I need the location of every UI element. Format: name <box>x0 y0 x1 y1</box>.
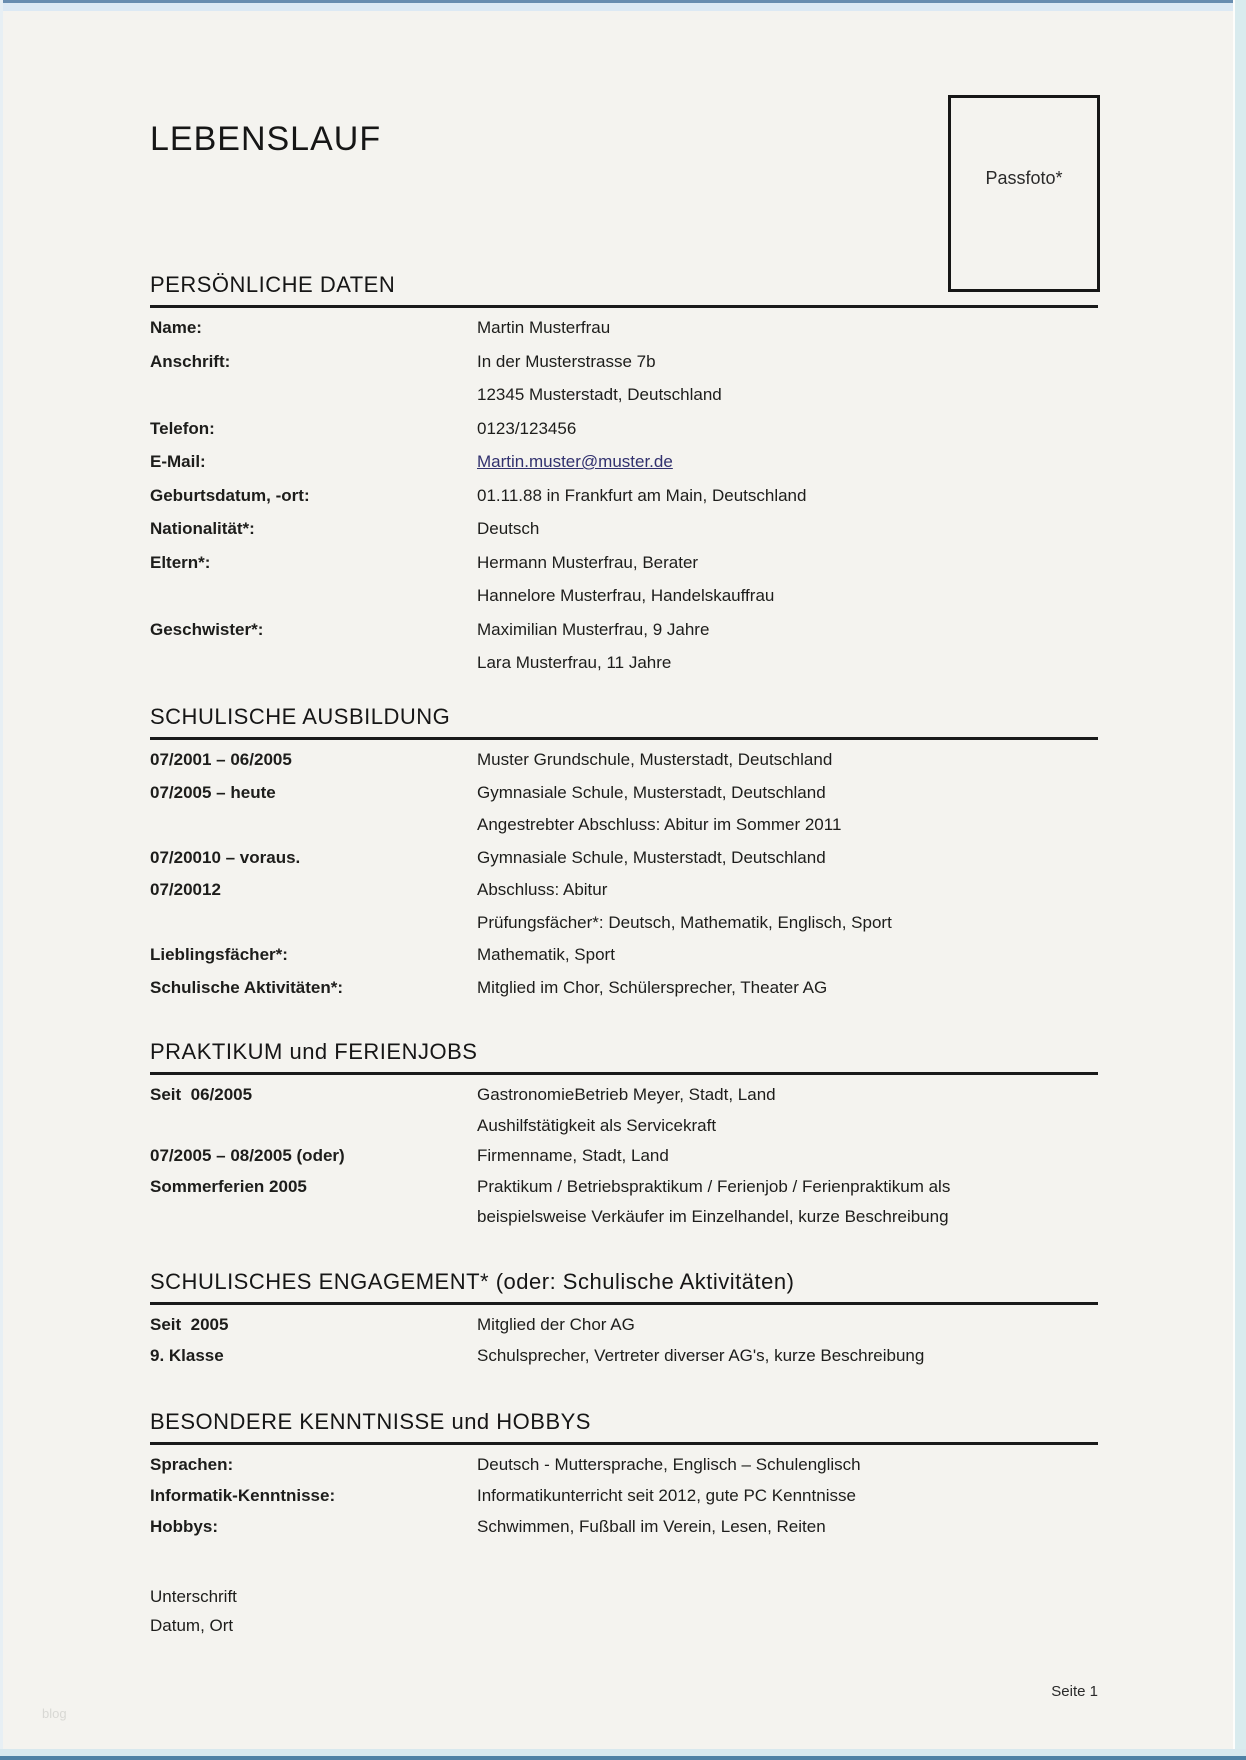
section-heading: SCHULISCHE AUSBILDUNG <box>150 704 451 729</box>
field-label: Anschrift: <box>150 351 231 371</box>
table-row <box>150 880 1098 913</box>
table-row <box>150 1517 1098 1548</box>
signature-block <box>150 1582 237 1640</box>
field-label: Sommerferien 2005 <box>150 1176 307 1196</box>
field-label: Name: <box>150 318 202 337</box>
table-row <box>150 1146 1098 1177</box>
field-value: Deutsch <box>477 519 540 538</box>
section-schulische-ausbildung <box>150 705 1098 1010</box>
section-rows <box>150 1315 1098 1377</box>
field-label: 07/20012 <box>150 880 221 899</box>
field-label: 9. Klasse <box>150 1346 224 1365</box>
table-row <box>150 519 1098 553</box>
field-value: Deutsch - Muttersprache, Englisch – Schulenglisch <box>477 1455 861 1474</box>
section-praktikum-ferienjobs <box>150 1040 1098 1238</box>
section-rows <box>150 318 1098 687</box>
document-title: LEBENSLAUF <box>150 120 382 158</box>
table-row <box>150 419 1098 453</box>
field-label: Informatik-Kenntnisse: <box>150 1486 336 1505</box>
field-value: Lara Musterfrau, 11 Jahre <box>477 653 672 672</box>
field-value: Angestrebter Abschluss: Abitur im Sommer 2011 <box>477 815 842 834</box>
section-rule <box>150 305 1098 308</box>
field-value: Prüfungsfächer*: Deutsch, Mathematik, Englisch, Sport <box>477 912 892 932</box>
field-label: Lieblingsfächer*: <box>150 945 288 964</box>
section-persoenliche-daten <box>150 273 1098 687</box>
table-row <box>150 653 1098 687</box>
field-label: Seit 06/2005 <box>150 1085 253 1104</box>
watermark-text: blog <box>42 1706 67 1721</box>
table-row <box>150 1116 1098 1147</box>
field-label: 07/2001 – 06/2005 <box>150 750 292 769</box>
field-value: Praktikum / Betriebspraktikum / Ferienjob / Ferienpraktikum als <box>477 1176 951 1196</box>
field-label: Schulische Aktivitäten*: <box>150 977 344 997</box>
section-heading: PRAKTIKUM und FERIENJOBS <box>150 1039 478 1064</box>
field-value: Maximilian Musterfrau, 9 Jahre <box>477 619 710 639</box>
field-value: Mitglied der Chor AG <box>477 1315 635 1334</box>
table-row <box>150 318 1098 352</box>
field-value: Schulsprecher, Vertreter diverser AG's, kurze Beschreibung <box>477 1346 925 1365</box>
table-row <box>150 815 1098 848</box>
section-rule <box>150 1072 1098 1075</box>
section-heading: SCHULISCHES ENGAGEMENT* (oder: Schulische Aktivitäten) <box>150 1269 795 1294</box>
field-label: 07/20010 – voraus. <box>150 847 301 867</box>
date-place-label: Datum, Ort <box>150 1616 234 1635</box>
table-row <box>150 385 1098 419</box>
table-row <box>150 783 1098 816</box>
section-rows <box>150 1455 1098 1548</box>
page-left-edge <box>0 0 3 1760</box>
page-bottom-edge <box>0 1749 1246 1760</box>
table-row <box>150 978 1098 1011</box>
section-rule <box>150 737 1098 740</box>
field-label: 07/2005 – heute <box>150 782 276 802</box>
table-row <box>150 1207 1098 1238</box>
section-rows <box>150 750 1098 1010</box>
email-link[interactable]: Martin.muster@muster.de <box>477 452 673 471</box>
field-value: Muster Grundschule, Musterstadt, Deutschland <box>477 750 833 769</box>
section-heading: PERSÖNLICHE DATEN <box>150 272 396 297</box>
table-row <box>150 1455 1098 1486</box>
page-top-edge <box>0 0 1246 11</box>
table-row <box>150 1346 1098 1377</box>
field-value: In der Musterstrasse 7b <box>477 351 656 371</box>
table-row <box>150 553 1098 587</box>
field-value: beispielsweise Verkäufer im Einzelhandel, kurze Beschreibung <box>477 1207 949 1226</box>
table-row <box>150 750 1098 783</box>
field-label: Eltern*: <box>150 552 211 572</box>
section-schulisches-engagement <box>150 1270 1098 1377</box>
table-row <box>150 1315 1098 1346</box>
passport-photo-label: Passfoto* <box>985 168 1063 188</box>
field-value: Gymnasiale Schule, Musterstadt, Deutschland <box>477 782 826 802</box>
field-value: Abschluss: Abitur <box>477 880 608 899</box>
field-value: Martin Musterfrau <box>477 318 611 337</box>
table-row <box>150 913 1098 946</box>
section-rule <box>150 1302 1098 1305</box>
table-row <box>150 848 1098 881</box>
field-value: Mathematik, Sport <box>477 945 615 964</box>
page-number: Seite 1 <box>1051 1683 1098 1700</box>
section-besondere-kenntnisse <box>150 1410 1098 1548</box>
field-value: GastronomieBetrieb Meyer, Stadt, Land <box>477 1085 776 1104</box>
section-rows <box>150 1085 1098 1238</box>
field-label: E-Mail: <box>150 452 206 471</box>
field-value: Firmenname, Stadt, Land <box>477 1146 669 1165</box>
field-value: Hannelore Musterfrau, Handelskauffrau <box>477 586 775 605</box>
passport-photo-placeholder <box>948 95 1100 292</box>
field-value: Mitglied im Chor, Schülersprecher, Theater AG <box>477 977 828 997</box>
field-label: 07/2005 – 08/2005 (oder) <box>150 1146 345 1165</box>
table-row <box>150 586 1098 620</box>
field-value: Gymnasiale Schule, Musterstadt, Deutschland <box>477 847 826 867</box>
field-value: Schwimmen, Fußball im Verein, Lesen, Reiten <box>477 1517 826 1536</box>
field-label: Nationalität*: <box>150 519 255 538</box>
field-value: Informatikunterricht seit 2012, gute PC Kenntnisse <box>477 1486 856 1505</box>
page-right-edge <box>1233 0 1246 1760</box>
signature-label: Unterschrift <box>150 1587 237 1606</box>
field-value: Aushilfstätigkeit als Servicekraft <box>477 1115 717 1135</box>
field-value: 01.11.88 in Frankfurt am Main, Deutschland <box>477 485 807 505</box>
field-label: Hobbys: <box>150 1517 218 1536</box>
table-row <box>150 945 1098 978</box>
table-row <box>150 1177 1098 1208</box>
field-value: 0123/123456 <box>477 418 577 438</box>
field-label: Sprachen: <box>150 1455 234 1474</box>
table-row <box>150 452 1098 486</box>
table-row <box>150 1486 1098 1517</box>
section-rule <box>150 1442 1098 1445</box>
field-label: Geschwister*: <box>150 619 264 639</box>
field-value: 12345 Musterstadt, Deutschland <box>477 385 722 404</box>
field-label: Telefon: <box>150 418 215 438</box>
field-label: Geburtsdatum, -ort: <box>150 485 310 505</box>
table-row <box>150 352 1098 386</box>
table-row <box>150 486 1098 520</box>
table-row <box>150 620 1098 654</box>
field-value: Hermann Musterfrau, Berater <box>477 552 699 572</box>
section-heading: BESONDERE KENNTNISSE und HOBBYS <box>150 1409 591 1434</box>
field-label: Seit 2005 <box>150 1315 229 1334</box>
table-row <box>150 1085 1098 1116</box>
